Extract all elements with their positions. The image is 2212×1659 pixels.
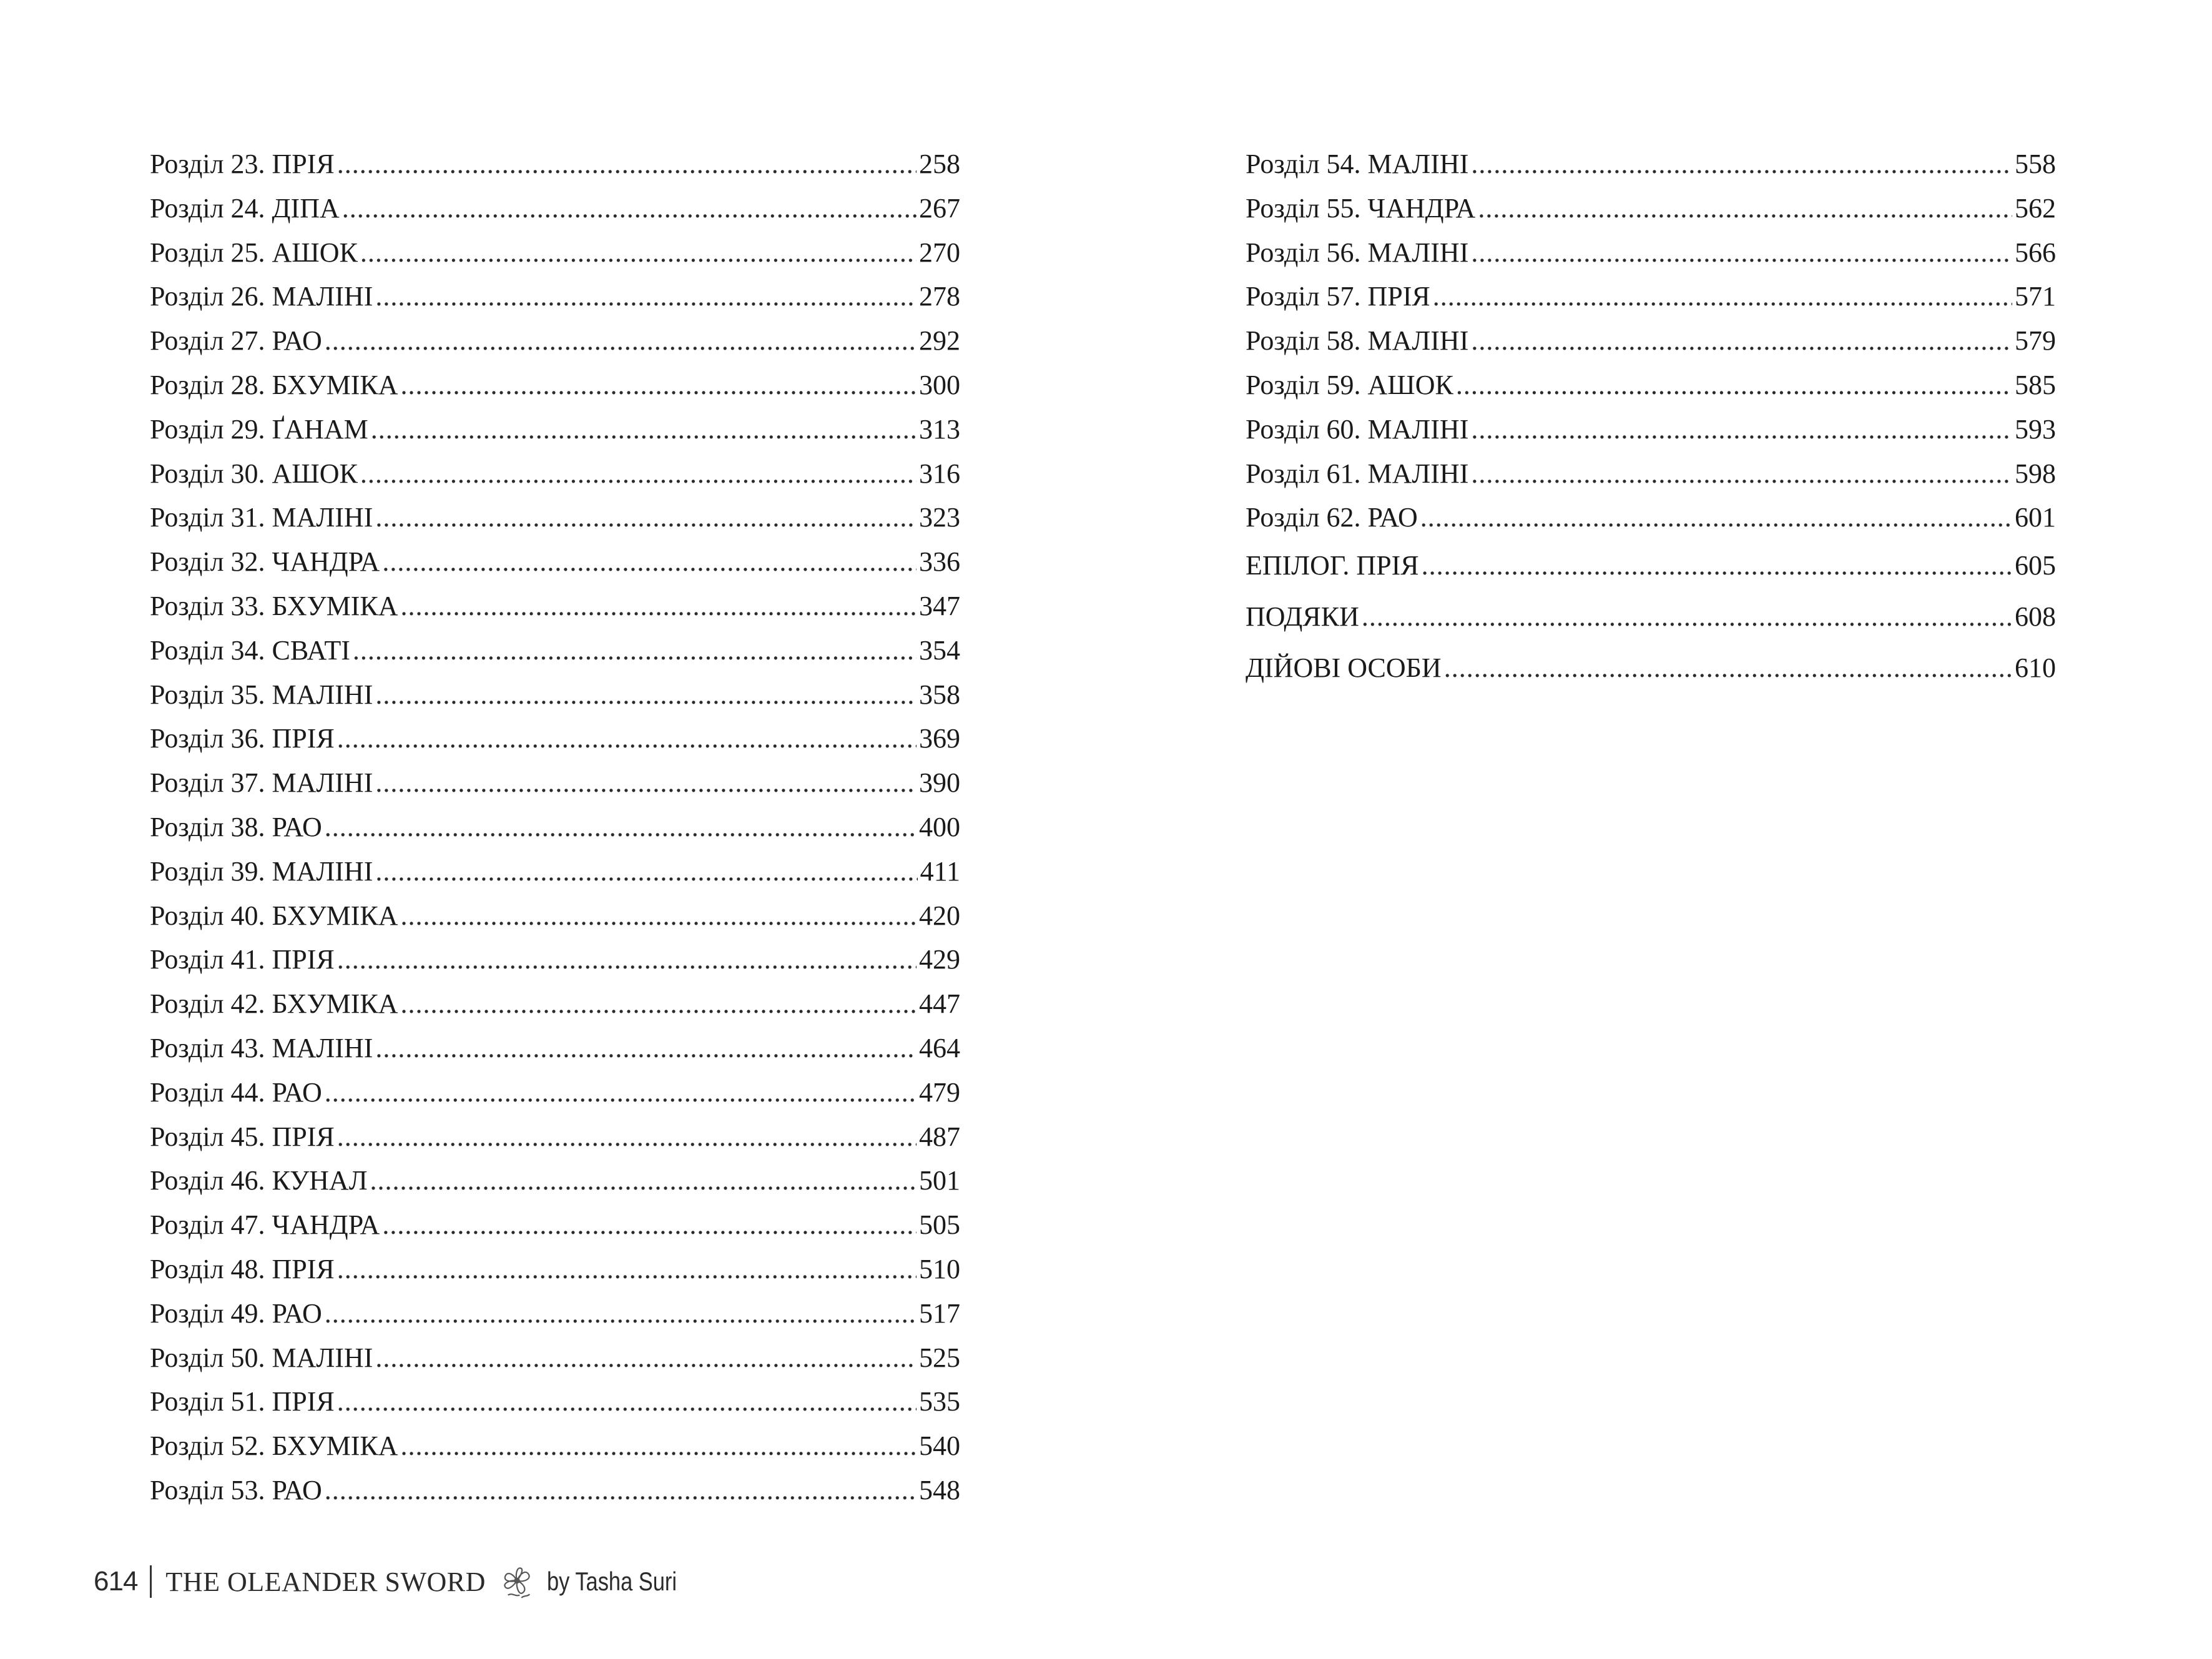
toc-entry-title: ДІЙОВІ ОСОБИ (1246, 652, 1442, 684)
table-of-contents-left (150, 142, 960, 1513)
toc-entry-title: Розділ 39. МАЛІНІ (150, 855, 373, 887)
dot-leader (371, 408, 917, 452)
toc-entry (150, 1380, 960, 1424)
toc-entry-title: Розділ 56. МАЛІНІ (1246, 237, 1469, 268)
dot-leader (337, 717, 917, 761)
dot-leader (401, 894, 917, 938)
toc-entry (150, 982, 960, 1026)
toc-entry (1246, 142, 2056, 187)
dot-leader (360, 231, 917, 275)
toc-entry-title: Розділ 58. МАЛІНІ (1246, 325, 1469, 357)
toc-entry (1246, 408, 2056, 452)
dot-leader (375, 1026, 917, 1071)
dot-leader (401, 584, 917, 629)
toc-entry-page-number: 571 (2015, 281, 2056, 312)
dot-leader (337, 1248, 917, 1292)
toc-entry (150, 275, 960, 319)
toc-entry-title: Розділ 29. ҐАНАМ (150, 413, 368, 445)
toc-entry-title: Розділ 25. АШОК (150, 237, 358, 268)
dot-leader (401, 363, 917, 408)
toc-entry-title: Розділ 61. МАЛІНІ (1246, 458, 1469, 489)
dot-leader (1444, 642, 2012, 694)
toc-entry-title: Розділ 49. РАО (150, 1297, 322, 1329)
dot-leader (1420, 496, 2012, 540)
dot-leader (375, 761, 917, 805)
toc-entry-title: Розділ 36. ПРІЯ (150, 723, 335, 754)
toc-entry-title: Розділ 23. ПРІЯ (150, 149, 335, 179)
toc-entry-page-number: 601 (2015, 502, 2056, 533)
dot-leader (325, 1292, 917, 1336)
dot-leader (342, 187, 917, 231)
dot-leader (337, 938, 917, 982)
dot-leader (325, 805, 917, 850)
toc-entry-page-number: 390 (919, 767, 960, 799)
dot-leader (1478, 187, 2012, 231)
dot-leader (382, 1203, 917, 1248)
dot-leader (1471, 319, 2012, 363)
toc-entry-page-number: 258 (919, 149, 960, 179)
toc-entry (1246, 363, 2056, 408)
toc-entry-page-number: 585 (2015, 369, 2056, 400)
dot-leader (401, 982, 917, 1026)
dot-leader (370, 1159, 917, 1203)
toc-entry (1246, 187, 2056, 231)
toc-entry (150, 452, 960, 496)
toc-entry (1246, 275, 2056, 319)
toc-entry (150, 761, 960, 805)
dot-leader (325, 319, 917, 363)
toc-entry (150, 540, 960, 584)
dot-leader (337, 1380, 917, 1424)
toc-entry (150, 1203, 960, 1248)
toc-entry (150, 938, 960, 982)
dot-leader (1471, 142, 2012, 187)
dot-leader (375, 275, 917, 319)
toc-entry-page-number: 610 (2015, 652, 2056, 684)
dot-leader (360, 452, 917, 496)
toc-entry-page-number: 487 (919, 1121, 960, 1152)
toc-entry (150, 1424, 960, 1469)
toc-entry-title: Розділ 31. МАЛІНІ (150, 502, 373, 533)
dot-leader (375, 673, 917, 717)
toc-entry-title: Розділ 38. РАО (150, 811, 322, 842)
table-of-contents-right (1246, 142, 2056, 694)
toc-entry (150, 1292, 960, 1336)
toc-entry (1246, 452, 2056, 496)
toc-entry-page-number: 420 (919, 900, 960, 931)
toc-entry-page-number: 535 (919, 1386, 960, 1417)
dot-leader (1471, 408, 2012, 452)
toc-entry (150, 673, 960, 717)
toc-entry-page-number: 598 (2015, 458, 2056, 489)
toc-entry-title: Розділ 27. РАО (150, 325, 322, 357)
toc-entry (150, 894, 960, 938)
toc-entry-title: Розділ 51. ПРІЯ (150, 1386, 335, 1417)
toc-entry-title: Розділ 40. БХУМІКА (150, 900, 398, 931)
toc-entry-page-number: 562 (2015, 192, 2056, 224)
toc-entry-title: Розділ 42. БХУМІКА (150, 988, 398, 1020)
toc-entry-title: Розділ 34. СВАТІ (150, 634, 350, 666)
toc-entry-page-number: 358 (919, 679, 960, 710)
toc-entry-title: Розділ 57. ПРІЯ (1246, 281, 1430, 312)
toc-entry-title: Розділ 24. ДІПА (150, 192, 340, 224)
toc-entry-page-number: 505 (919, 1209, 960, 1241)
toc-entry-page-number: 517 (919, 1297, 960, 1329)
dot-leader (325, 1469, 917, 1513)
toc-entry (150, 231, 960, 275)
toc-entry-page-number: 278 (919, 281, 960, 312)
toc-entry-title: Розділ 50. МАЛІНІ (150, 1342, 373, 1373)
toc-entry-page-number: 558 (2015, 149, 2056, 179)
toc-entry-title: Розділ 35. МАЛІНІ (150, 679, 373, 710)
book-author: by Tasha Suri (546, 1567, 677, 1596)
toc-entry-title: Розділ 28. БХУМІКА (150, 369, 398, 400)
toc-entry (150, 1026, 960, 1071)
toc-entry-page-number: 270 (919, 237, 960, 268)
toc-entry (1246, 319, 2056, 363)
toc-entry-title: Розділ 30. АШОК (150, 458, 358, 489)
toc-entry (150, 584, 960, 629)
toc-entry-page-number: 313 (919, 413, 960, 445)
toc-entry-page-number: 479 (919, 1076, 960, 1108)
toc-entry (150, 805, 960, 850)
toc-entry-page-number: 292 (919, 325, 960, 357)
oleander-flower-icon (494, 1559, 539, 1604)
page-number: 614 (94, 1566, 138, 1597)
toc-entry-title: Розділ 52. БХУМІКА (150, 1430, 398, 1462)
toc-entry (150, 142, 960, 187)
toc-entry (150, 1159, 960, 1203)
toc-entry (150, 363, 960, 408)
toc-entry (150, 1336, 960, 1381)
toc-entry-title: Розділ 26. МАЛІНІ (150, 281, 373, 312)
toc-entry-page-number: 369 (919, 723, 960, 754)
toc-entry-page-number: 354 (919, 634, 960, 666)
dot-leader (1433, 275, 2012, 319)
dot-leader (337, 1115, 917, 1159)
toc-entry (150, 496, 960, 540)
toc-entry-page-number: 501 (919, 1165, 960, 1196)
toc-entry-page-number: 267 (919, 192, 960, 224)
running-footer (94, 1560, 705, 1603)
toc-entry-page-number: 510 (919, 1253, 960, 1284)
toc-entry-title: Розділ 59. АШОК (1246, 369, 1453, 400)
toc-entry (1246, 540, 2056, 591)
toc-entry (150, 1071, 960, 1115)
dot-leader (1471, 231, 2012, 275)
toc-entry (1246, 642, 2056, 694)
toc-entry-page-number: 566 (2015, 237, 2056, 268)
toc-entry-title: Розділ 60. МАЛІНІ (1246, 413, 1469, 445)
toc-entry-page-number: 540 (919, 1430, 960, 1462)
toc-entry-title: Розділ 47. ЧАНДРА (150, 1209, 380, 1241)
dot-leader (353, 629, 917, 673)
toc-entry-page-number: 525 (919, 1342, 960, 1373)
toc-entry-page-number: 548 (919, 1474, 960, 1505)
toc-entry-page-number: 608 (2015, 601, 2056, 633)
dot-leader (382, 540, 917, 584)
toc-entry-page-number: 347 (919, 590, 960, 621)
dot-leader (325, 1071, 917, 1115)
toc-entry-page-number: 316 (919, 458, 960, 489)
toc-entry (1246, 591, 2056, 642)
book-title: THE OLEANDER SWORD (165, 1566, 486, 1597)
toc-entry (150, 319, 960, 363)
toc-entry-title: Розділ 48. ПРІЯ (150, 1253, 335, 1284)
toc-entry (150, 717, 960, 761)
toc-entry-page-number: 579 (2015, 325, 2056, 357)
toc-entry-page-number: 411 (920, 855, 960, 887)
toc-entry-title: Розділ 45. ПРІЯ (150, 1121, 335, 1152)
toc-entry (150, 850, 960, 894)
toc-entry-page-number: 323 (919, 502, 960, 533)
toc-entry-title: Розділ 32. ЧАНДРА (150, 546, 380, 578)
dot-leader (1456, 363, 2012, 408)
toc-entry-title: ЕПІЛОГ. ПРІЯ (1246, 550, 1419, 581)
toc-entry (150, 408, 960, 452)
toc-entry (150, 629, 960, 673)
dot-leader (1362, 591, 2012, 642)
toc-entry-title: Розділ 53. РАО (150, 1474, 322, 1505)
dot-leader (1422, 540, 2012, 591)
toc-entry (1246, 496, 2056, 540)
dot-leader (375, 496, 917, 540)
toc-entry-page-number: 464 (919, 1032, 960, 1063)
toc-entry-title: Розділ 46. КУНАЛ (150, 1165, 368, 1196)
dot-leader (401, 1424, 917, 1469)
dot-leader (337, 142, 917, 187)
toc-entry-page-number: 336 (919, 546, 960, 578)
toc-entry-page-number: 429 (919, 944, 960, 975)
dot-leader (1471, 452, 2012, 496)
toc-entry (150, 1115, 960, 1159)
toc-entry (1246, 231, 2056, 275)
toc-entry-title: Розділ 55. ЧАНДРА (1246, 192, 1476, 224)
toc-entry (150, 1469, 960, 1513)
toc-entry-page-number: 593 (2015, 413, 2056, 445)
toc-entry-title: Розділ 43. МАЛІНІ (150, 1032, 373, 1063)
dot-leader (375, 850, 917, 894)
dot-leader (375, 1336, 917, 1381)
toc-entry-title: Розділ 33. БХУМІКА (150, 590, 398, 621)
footer-divider (150, 1565, 152, 1598)
toc-entry-title: Розділ 37. МАЛІНІ (150, 767, 373, 799)
toc-entry-page-number: 400 (919, 811, 960, 842)
toc-entry-title: Розділ 54. МАЛІНІ (1246, 149, 1469, 179)
right-page (1106, 0, 2212, 1659)
toc-entry-page-number: 300 (919, 369, 960, 400)
toc-entry-title: ПОДЯКИ (1246, 601, 1359, 633)
toc-entry (150, 187, 960, 231)
toc-entry-title: Розділ 62. РАО (1246, 502, 1418, 533)
toc-entry-page-number: 605 (2015, 550, 2056, 581)
toc-entry-title: Розділ 44. РАО (150, 1076, 322, 1108)
toc-entry-title: Розділ 41. ПРІЯ (150, 944, 335, 975)
toc-entry (150, 1248, 960, 1292)
toc-entry-page-number: 447 (919, 988, 960, 1020)
